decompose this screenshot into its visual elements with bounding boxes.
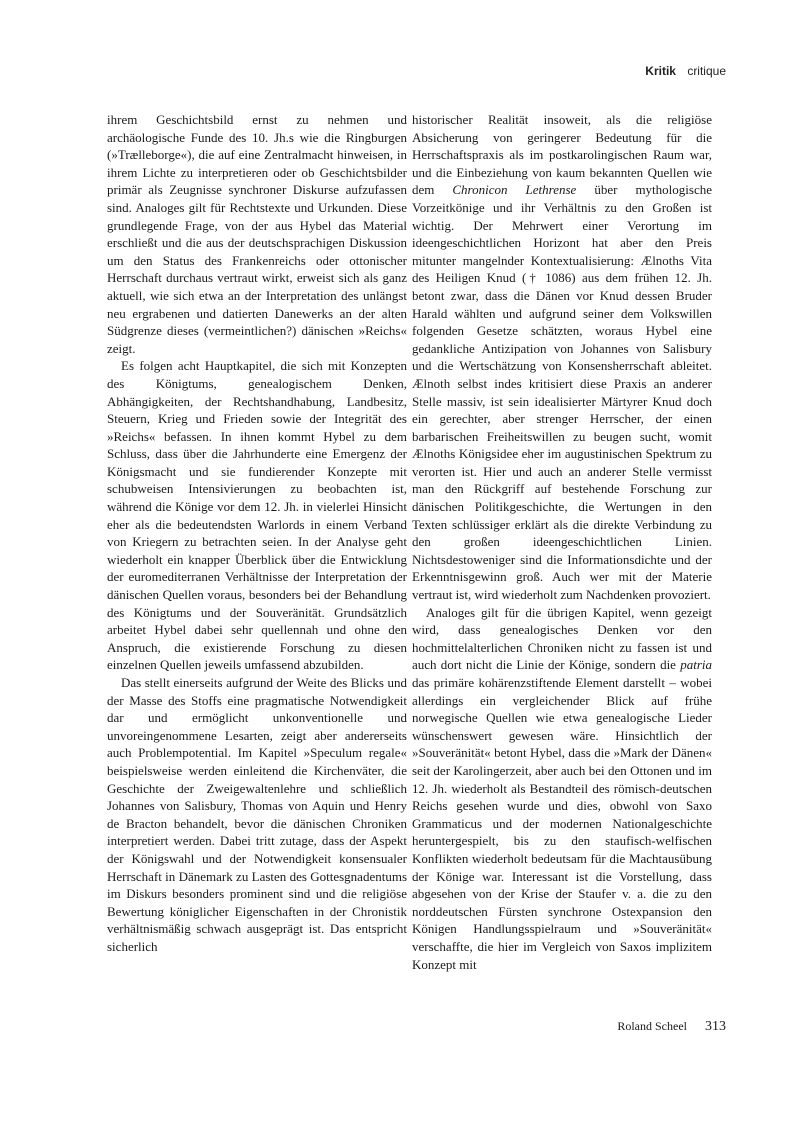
text-segment: Es folgen acht Hauptkapitel, die sich mit Konzepten des Königtums, genealogischem Denken, Abhängigkeiten, der Rechtshandhabung, Landbesitz, Steuern, Krieg und Frieden sowie der Integrität des »Reichs« befassen. In ihnen kommt Hybel zu dem Schluss, dass über die Jahrhunderte eine Emergenz der Königsmacht und sie fundierender Konzepte mit schubweisen Intensivierungen zu beobachten ist, während die Könige vor dem 12. Jh. in vielerlei Hinsicht eher als die bedeutendsten Warlords in einem Verband von Kriegern zu betrachten seien. In der Analyse geht wiederholt ein knapper Überblick über die Entwicklung der euromediterranen Verhältnisse der Interpretation der dänischen Quellen voraus, besonders bei der Behandlung des Königtums und der Souveränität. Grundsätzlich arbeitet Hybel dabei sehr quellennah und ohne den Anspruch, die existierende Forschung zu diesen einzelnen Quellen jeweils umfassend abzubilden. <box>107 358 407 673</box>
paragraph <box>412 604 712 973</box>
running-header-section: Kritik <box>645 64 676 78</box>
text-segment: über mythologische Vorzeitkönige und ihr Verhältnis zu den Großen ist wichtig. Der Mehrwert einer Verortung im ideengeschichtlichen Horizont hat aber den Preis mitunter mangelnder Kontextualisierung: Ælnoths Vita des Heiligen Knud († 1086) aus dem frühen 12. Jh. betont zwar, dass die Dänen vor Knud dessen Bruder Harald wählten und aufgrund seiner dem Volkswillen folgenden Gesetze schätzten, woraus Hybel eine gedankliche Antizipation von Johannes von Salisbury und die Wertschätzung von Konsensherrschaft ableitet. Ælnoth selbst indes kritisiert diese Praxis an anderer Stelle massiv, ist sein idealisierter Märtyrer Knud doch ein gerechter, aber strenger Herrscher, der einen barbarischen Freiheitswillen zu beugen sucht, womit Ælnoths Königsidee eher im augustinischen Spektrum zu verorten ist. Hier und auch an anderer Stelle vermisst man den Rückgriff auf bestehende Forschung zur dänischen Politikgeschichte, die Wertungen in den Texten schlüssiger erklärt als die direkte Verbindung zu den großen ideengeschichtlichen Linien. Nichtsdestoweniger sind die Informationsdichte und der Erkenntnisgewinn groß. Auch wer mit der Materie vertraut ist, wird wiederholt zum Nachdenken provoziert. <box>412 182 712 603</box>
text-segment: Das stellt einerseits aufgrund der Weite des Blicks und der Masse des Stoffs eine pragmatische Notwendigkeit dar und ermöglicht unkonventionelle und unvoreingenommene Lesarten, zeigt aber andererseits auch Problempotential. Im Kapitel »Speculum regale« beispielsweise werden einleitend die Kirchenväter, die Geschichte der Zweigewaltenlehre und schließlich Johannes von Salisbury, Thomas von Aquin und Henry de Bracton behandelt, bevor die dänischen Chroniken interpretiert werden. Dabei tritt zutage, dass der Aspekt der Königswahl und der Notwendigkeit konsensualer Herrschaft in Dänemark zu Lasten des Gottesgnadentums im Diskurs besonders prominent sind und die religiöse Bewertung königlicher Eigenschaften in der Chronistik verhältnismäßig schwach ausgeprägt ist. Das entspricht sicherlich <box>107 675 407 954</box>
text-segment: das primäre kohärenzstiftende Element darstellt – wobei allerdings ein vergleichender Blick auf frühe norwegische Quellen wie etwa genealogische Lieder wünschenswert gewesen wäre. Hinsichtlich der »Souveränität« betont Hybel, dass die »Mark der Dänen« seit der Karolingerzeit, aber auch bei den Ottonen und im 12. Jh. wiederholt als Bestandteil des römisch-deutschen Reichs gesehen wurde und dies, obwohl von Saxo Grammaticus und der modernen Nationalgeschichte heruntergespielt, bis zu den staufisch-welfischen Konflikten wiederholt bedeutsam für die Machtausübung der Könige war. Interessant ist die Vorstellung, dass abgesehen von der Krise der Staufer v. a. die zu den norddeutschen Fürsten synchrone Ostexpansion den Königen Handlungsspielraum und »Souveränität« verschaffte, die hier im Vergleich von Saxos implizitem Konzept mit <box>412 675 712 972</box>
text-segment: Analoges gilt für die übrigen Kapitel, wenn gezeigt wird, dass genealogisches Denken vor den hochmittelalterlichen Chroniken nicht zu fassen ist und auch dort nicht die Linie der Könige, sondern die <box>412 604 712 673</box>
running-header <box>645 64 726 78</box>
paragraph <box>107 674 407 956</box>
page-number: 313 <box>705 1019 726 1034</box>
running-header-subsection: critique <box>687 64 726 78</box>
paragraph <box>107 111 407 357</box>
italic-title: patria <box>680 657 712 673</box>
page-footer <box>617 1017 726 1035</box>
text-column-right <box>412 111 712 973</box>
paragraph <box>107 357 407 674</box>
paragraph <box>412 111 712 604</box>
italic-title: Chronicon Lethrense <box>452 182 577 198</box>
text-segment: ihrem Geschichtsbild ernst zu nehmen und archäologische Funde des 10. Jh.s wie die Ringburgen (»Trælleborge«), die auf eine Zentralmacht hinweisen, in ihrem Lichte zu interpretieren oder ob Geschichtsbilder primär als Zeugnisse synchroner Diskurse aufzufassen sind. Analoges gilt für Rechtstexte und Urkunden. Diese grundlegende Frage, von der aus Hybel das Material erschließt und die aus der deutschsprachigen Diskussion um den Status des Frankenreichs oder ottonischer Herrschaft durchaus vertraut wirkt, erweist sich als ganz aktuell, wie sich etwa an der Interpretation des unlängst neu ergrabenen und datierten Danewerks an der alten Südgrenze dieses (vermeintlichen?) dänischen »Reichs« zeigt. <box>107 112 407 356</box>
text-column-left <box>107 111 407 956</box>
footer-author: Roland Scheel <box>617 1019 687 1033</box>
text-segment: historischer Realität insoweit, als die religiöse Absicherung von geringerer Bedeutung für die Herrschaftspraxis als im postkarolingischen Raum war, und die Einbeziehung von kaum bekannten Quellen wie dem <box>412 112 712 198</box>
